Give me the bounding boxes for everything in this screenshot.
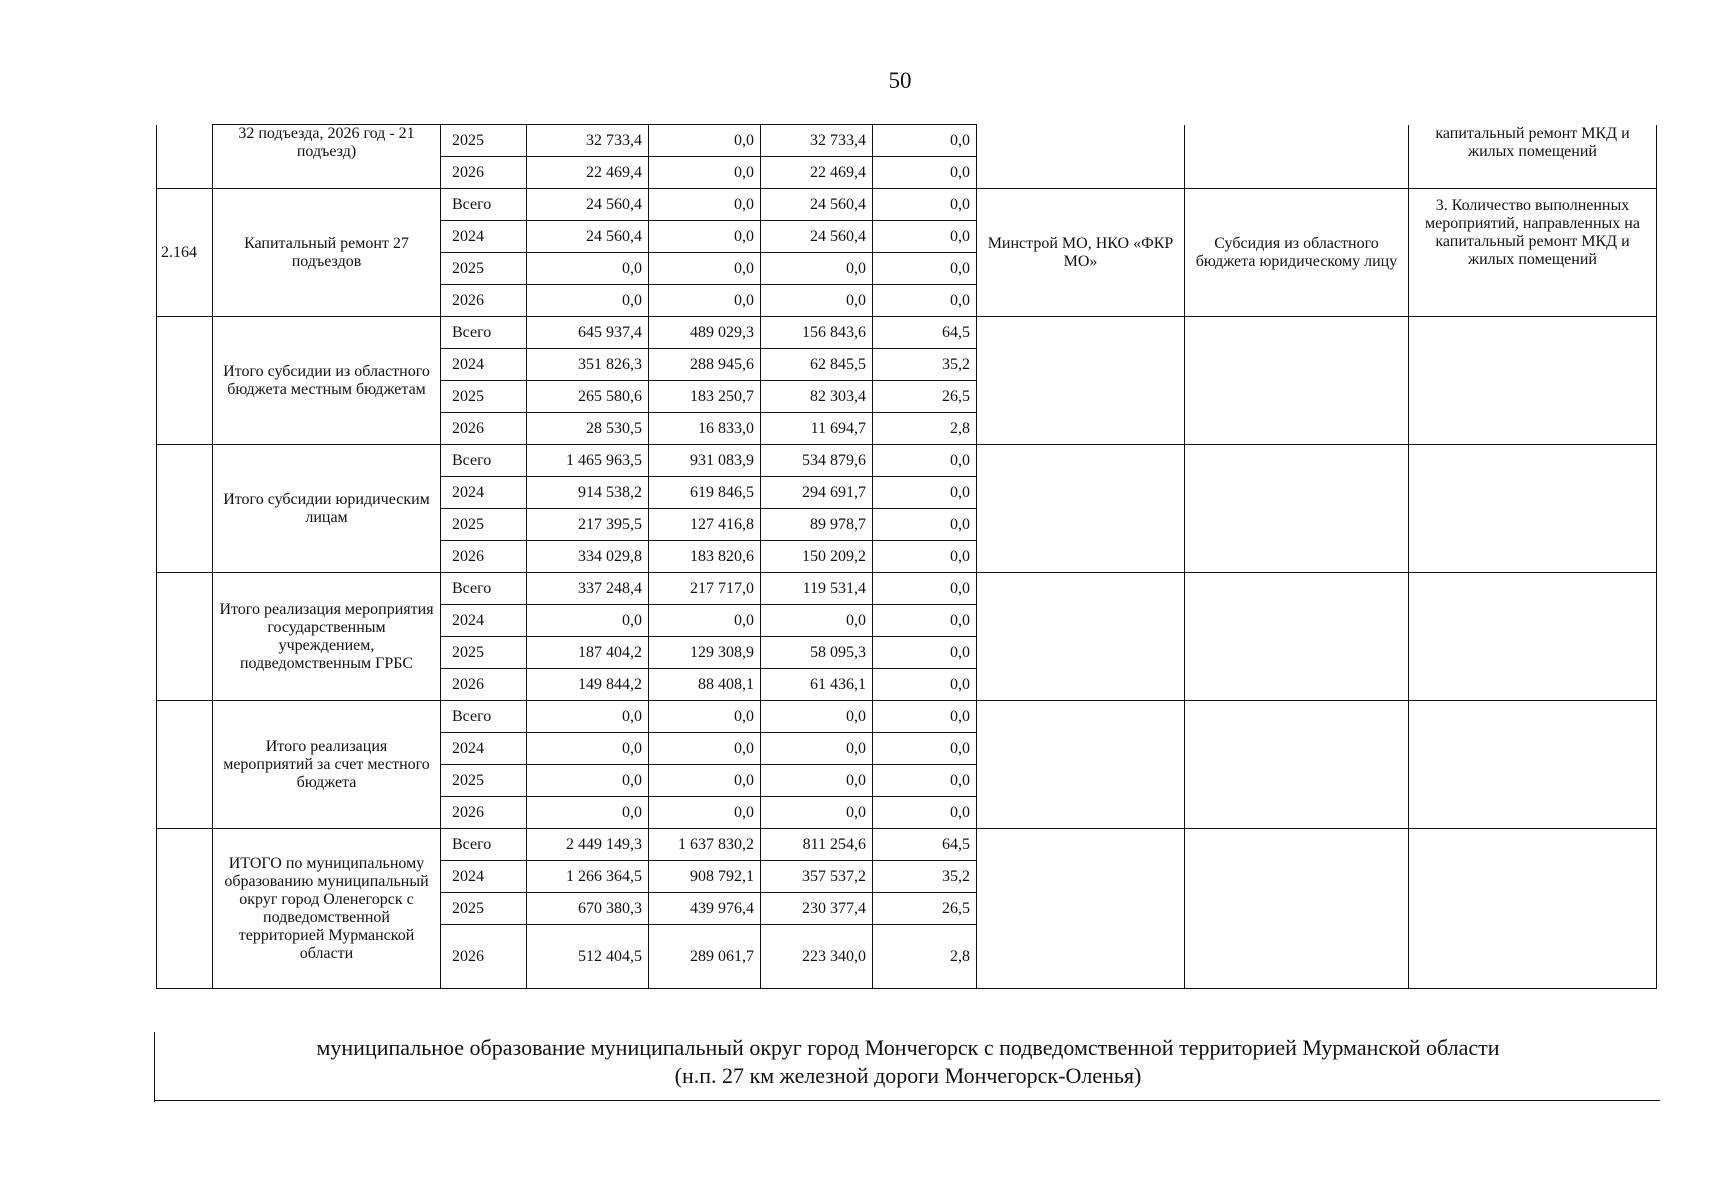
amount-cell-3: 230 377,4 <box>761 893 873 925</box>
amount-cell-2: 217 717,0 <box>649 573 761 605</box>
amount-cell-3: 0,0 <box>761 701 873 733</box>
amount-cell-2: 88 408,1 <box>649 669 761 701</box>
amount-cell-2: 0,0 <box>649 125 761 157</box>
index-cell <box>157 701 213 829</box>
year-cell: 2026 <box>441 413 527 445</box>
form-cell <box>1185 317 1409 445</box>
amount-cell-1: 1 465 963,5 <box>527 445 649 477</box>
amount-cell-1: 28 530,5 <box>527 413 649 445</box>
amount-cell-1: 0,0 <box>527 701 649 733</box>
amount-cell-3: 0,0 <box>761 253 873 285</box>
amount-cell-4: 0,0 <box>873 765 977 797</box>
amount-cell-1: 0,0 <box>527 797 649 829</box>
amount-cell-4: 0,0 <box>873 797 977 829</box>
table-row <box>157 573 1657 605</box>
amount-cell-3: 119 531,4 <box>761 573 873 605</box>
amount-cell-1: 0,0 <box>527 733 649 765</box>
index-cell <box>157 445 213 573</box>
amount-cell-3: 24 560,4 <box>761 189 873 221</box>
indicator-cell <box>1409 701 1657 829</box>
year-cell: 2024 <box>441 733 527 765</box>
table-row <box>157 701 1657 733</box>
section-title-line-1: муниципальное образование муниципальный округ город Мончегорск с подведомственной территорией Мурманской области <box>316 1035 1500 1060</box>
amount-cell-4: 0,0 <box>873 189 977 221</box>
amount-cell-2: 0,0 <box>649 733 761 765</box>
executor-cell <box>977 573 1185 701</box>
amount-cell-4: 0,0 <box>873 573 977 605</box>
amount-cell-2: 931 083,9 <box>649 445 761 477</box>
section-left-border <box>154 1032 155 1102</box>
year-cell: 2025 <box>441 637 527 669</box>
amount-cell-1: 0,0 <box>527 285 649 317</box>
amount-cell-2: 619 846,5 <box>649 477 761 509</box>
amount-cell-4: 64,5 <box>873 317 977 349</box>
amount-cell-3: 156 843,6 <box>761 317 873 349</box>
year-cell: 2025 <box>441 381 527 413</box>
year-cell: 2024 <box>441 477 527 509</box>
amount-cell-1: 149 844,2 <box>527 669 649 701</box>
amount-cell-4: 26,5 <box>873 381 977 413</box>
amount-cell-1: 2 449 149,3 <box>527 829 649 861</box>
form-cell <box>1185 829 1409 989</box>
total-name: Итого субсидии юридическим лицам <box>213 445 441 573</box>
amount-cell-3: 82 303,4 <box>761 381 873 413</box>
amount-cell-2: 0,0 <box>649 285 761 317</box>
amount-cell-4: 64,5 <box>873 829 977 861</box>
amount-cell-4: 0,0 <box>873 445 977 477</box>
year-cell: Всего <box>441 189 527 221</box>
amount-cell-2: 127 416,8 <box>649 509 761 541</box>
item-name: 32 подъезда, 2026 год - 21 подъезд) <box>213 125 441 189</box>
amount-cell-2: 183 250,7 <box>649 381 761 413</box>
amount-cell-2: 288 945,6 <box>649 349 761 381</box>
year-cell: 2024 <box>441 861 527 893</box>
amount-cell-3: 223 340,0 <box>761 925 873 989</box>
year-cell: Всего <box>441 701 527 733</box>
total-name: Итого реализация мероприятий за счет местного бюджета <box>213 701 441 829</box>
year-cell: 2024 <box>441 221 527 253</box>
form-cell <box>1185 125 1409 189</box>
year-cell: 2026 <box>441 541 527 573</box>
table-row <box>157 125 1657 157</box>
amount-cell-3: 11 694,7 <box>761 413 873 445</box>
amount-cell-1: 1 266 364,5 <box>527 861 649 893</box>
amount-cell-1: 351 826,3 <box>527 349 649 381</box>
executor-cell <box>977 445 1185 573</box>
amount-cell-1: 265 580,6 <box>527 381 649 413</box>
amount-cell-3: 0,0 <box>761 285 873 317</box>
executor-cell <box>977 829 1185 989</box>
year-cell: 2025 <box>441 893 527 925</box>
executor-cell: Минстрой МО, НКО «ФКР МО» <box>977 189 1185 317</box>
amount-cell-1: 914 538,2 <box>527 477 649 509</box>
amount-cell-4: 0,0 <box>873 477 977 509</box>
item-name: Капитальный ремонт 27 подъездов <box>213 189 441 317</box>
form-cell <box>1185 445 1409 573</box>
amount-cell-2: 1 637 830,2 <box>649 829 761 861</box>
amount-cell-1: 217 395,5 <box>527 509 649 541</box>
amount-cell-3: 32 733,4 <box>761 125 873 157</box>
table-row <box>157 317 1657 349</box>
indicator-cell <box>1409 829 1657 989</box>
amount-cell-4: 2,8 <box>873 925 977 989</box>
amount-cell-3: 0,0 <box>761 797 873 829</box>
amount-cell-3: 58 095,3 <box>761 637 873 669</box>
amount-cell-3: 89 978,7 <box>761 509 873 541</box>
amount-cell-3: 0,0 <box>761 605 873 637</box>
amount-cell-3: 24 560,4 <box>761 221 873 253</box>
amount-cell-3: 22 469,4 <box>761 157 873 189</box>
section-bottom-border <box>154 1100 1660 1101</box>
amount-cell-2: 289 061,7 <box>649 925 761 989</box>
amount-cell-1: 32 733,4 <box>527 125 649 157</box>
amount-cell-2: 908 792,1 <box>649 861 761 893</box>
year-cell: 2025 <box>441 765 527 797</box>
index-cell <box>157 317 213 445</box>
executor-cell <box>977 125 1185 189</box>
year-cell: Всего <box>441 573 527 605</box>
amount-cell-2: 0,0 <box>649 221 761 253</box>
indicator-cell <box>1409 445 1657 573</box>
year-cell: 2026 <box>441 157 527 189</box>
year-cell: Всего <box>441 445 527 477</box>
amount-cell-4: 0,0 <box>873 733 977 765</box>
amount-cell-1: 22 469,4 <box>527 157 649 189</box>
amount-cell-1: 512 404,5 <box>527 925 649 989</box>
amount-cell-4: 0,0 <box>873 605 977 637</box>
amount-cell-2: 183 820,6 <box>649 541 761 573</box>
amount-cell-2: 0,0 <box>649 253 761 285</box>
year-cell: 2024 <box>441 349 527 381</box>
executor-cell <box>977 317 1185 445</box>
amount-cell-4: 2,8 <box>873 413 977 445</box>
amount-cell-1: 24 560,4 <box>527 189 649 221</box>
amount-cell-3: 294 691,7 <box>761 477 873 509</box>
amount-cell-1: 645 937,4 <box>527 317 649 349</box>
amount-cell-4: 35,2 <box>873 861 977 893</box>
amount-cell-3: 150 209,2 <box>761 541 873 573</box>
amount-cell-4: 0,0 <box>873 509 977 541</box>
amount-cell-4: 0,0 <box>873 637 977 669</box>
amount-cell-1: 337 248,4 <box>527 573 649 605</box>
indicator-cell <box>1409 317 1657 445</box>
amount-cell-3: 811 254,6 <box>761 829 873 861</box>
year-cell: 2026 <box>441 797 527 829</box>
amount-cell-1: 0,0 <box>527 253 649 285</box>
total-name: Итого субсидии из областного бюджета местным бюджетам <box>213 317 441 445</box>
table-row <box>157 445 1657 477</box>
amount-cell-4: 26,5 <box>873 893 977 925</box>
amount-cell-3: 61 436,1 <box>761 669 873 701</box>
amount-cell-4: 0,0 <box>873 285 977 317</box>
amount-cell-3: 0,0 <box>761 733 873 765</box>
amount-cell-4: 35,2 <box>873 349 977 381</box>
page-number: 50 <box>888 68 912 93</box>
amount-cell-2: 0,0 <box>649 157 761 189</box>
amount-cell-3: 534 879,6 <box>761 445 873 477</box>
amount-cell-2: 0,0 <box>649 797 761 829</box>
amount-cell-3: 0,0 <box>761 765 873 797</box>
amount-cell-2: 489 029,3 <box>649 317 761 349</box>
year-cell: 2026 <box>441 285 527 317</box>
index-cell: 2.164 <box>157 189 213 317</box>
amount-cell-2: 0,0 <box>649 765 761 797</box>
amount-cell-4: 0,0 <box>873 221 977 253</box>
amount-cell-1: 670 380,3 <box>527 893 649 925</box>
amount-cell-2: 16 833,0 <box>649 413 761 445</box>
budget-table <box>156 124 1657 989</box>
amount-cell-3: 62 845,5 <box>761 349 873 381</box>
year-cell: 2025 <box>441 253 527 285</box>
form-cell <box>1185 701 1409 829</box>
amount-cell-2: 0,0 <box>649 701 761 733</box>
amount-cell-4: 0,0 <box>873 253 977 285</box>
amount-cell-2: 0,0 <box>649 605 761 637</box>
year-cell: 2026 <box>441 925 527 989</box>
amount-cell-1: 334 029,8 <box>527 541 649 573</box>
total-name: Итого реализация мероприятия государственным учреждением, подведомственным ГРБС <box>213 573 441 701</box>
amount-cell-2: 129 308,9 <box>649 637 761 669</box>
year-cell: 2025 <box>441 509 527 541</box>
indicator-cell: капитальный ремонт МКД и жилых помещений <box>1409 125 1657 189</box>
amount-cell-4: 0,0 <box>873 701 977 733</box>
total-name: ИТОГО по муниципальному образованию муниципальный округ город Оленегорск с подведомственной территорией Мурманской области <box>213 829 441 989</box>
year-cell: 2026 <box>441 669 527 701</box>
amount-cell-4: 0,0 <box>873 125 977 157</box>
indicator-cell: 3. Количество выполненных мероприятий, направленных на капитальный ремонт МКД и жилых помещений <box>1409 189 1657 317</box>
amount-cell-3: 357 537,2 <box>761 861 873 893</box>
index-cell <box>157 125 213 189</box>
section-title-line-2: (н.п. 27 км железной дороги Мончегорск-Оленья) <box>674 1063 1142 1088</box>
amount-cell-4: 0,0 <box>873 157 977 189</box>
amount-cell-1: 0,0 <box>527 605 649 637</box>
year-cell: 2024 <box>441 605 527 637</box>
table-row <box>157 829 1657 861</box>
section-title <box>156 1034 1660 1090</box>
amount-cell-4: 0,0 <box>873 541 977 573</box>
amount-cell-4: 0,0 <box>873 669 977 701</box>
year-cell: 2025 <box>441 125 527 157</box>
indicator-cell <box>1409 573 1657 701</box>
year-cell: Всего <box>441 317 527 349</box>
amount-cell-1: 24 560,4 <box>527 221 649 253</box>
index-cell <box>157 829 213 989</box>
form-cell <box>1185 573 1409 701</box>
table-row <box>157 189 1657 221</box>
year-cell: Всего <box>441 829 527 861</box>
executor-cell <box>977 701 1185 829</box>
amount-cell-2: 0,0 <box>649 189 761 221</box>
amount-cell-1: 187 404,2 <box>527 637 649 669</box>
form-cell: Субсидия из областного бюджета юридическому лицу <box>1185 189 1409 317</box>
index-cell <box>157 573 213 701</box>
amount-cell-1: 0,0 <box>527 765 649 797</box>
amount-cell-2: 439 976,4 <box>649 893 761 925</box>
